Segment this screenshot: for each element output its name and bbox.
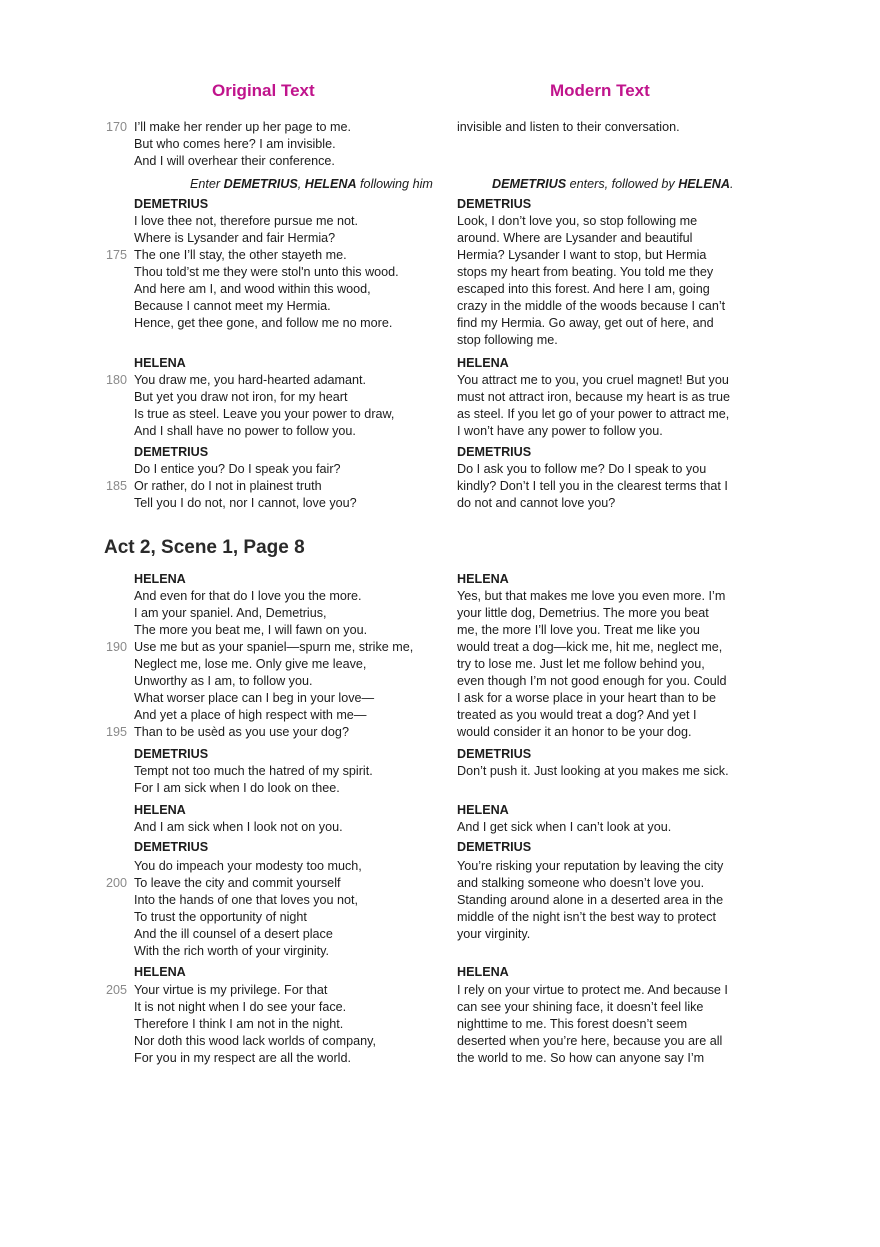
speaker-name: HELENA <box>457 803 509 817</box>
speaker-name: DEMETRIUS <box>134 747 209 761</box>
modern-line: try to lose me. Just let me follow behind you, <box>457 657 705 671</box>
modern-line: crazy in the middle of the woods because I can’t <box>457 299 726 313</box>
verse-line: Hence, get thee gone, and follow me no more. <box>134 316 393 330</box>
modern-line: as steel. If you let go of your power to attract me, <box>457 407 730 421</box>
modern-line: kindly? Don’t I tell you in the clearest terms that I <box>457 479 728 493</box>
verse-line: I’ll make her render up her page to me. <box>134 120 352 134</box>
modern-line: I rely on your virtue to protect me. And because I <box>457 983 728 997</box>
modern-line: I ask for a worse place in your heart than to be <box>457 691 717 705</box>
speaker-name: HELENA <box>457 356 509 370</box>
verse-line: Because I cannot meet my Hermia. <box>134 299 331 313</box>
speaker-name: HELENA <box>457 572 509 586</box>
modern-line: would treat a dog—kick me, hit me, neglect me, <box>457 640 723 654</box>
verse-line: And I will overhear their conference. <box>134 154 335 168</box>
verse-line: Is true as steel. Leave you your power to draw, <box>134 407 395 421</box>
speaker-name: HELENA <box>134 965 186 979</box>
verse-line: I love thee not, therefore pursue me not. <box>134 214 359 228</box>
modern-line: Look, I don’t love you, so stop following me <box>457 214 698 228</box>
verse-line: Nor doth this wood lack worlds of company, <box>134 1034 376 1048</box>
verse-line: With the rich worth of your virginity. <box>134 944 330 958</box>
speaker-name: HELENA <box>134 803 186 817</box>
verse-line: To trust the opportunity of night <box>134 910 307 924</box>
verse-line: Do I entice you? Do I speak you fair? <box>134 462 341 476</box>
modern-line: Standing around alone in a deserted area in the <box>457 893 724 907</box>
modern-line: find my Hermia. Go away, get out of here, and <box>457 316 714 330</box>
modern-line: Do I ask you to follow me? Do I speak to you <box>457 462 707 476</box>
verse-line: And yet a place of high respect with me— <box>134 708 367 722</box>
verse-line: For I am sick when I do look on thee. <box>134 781 340 795</box>
verse-line: And I shall have no power to follow you. <box>134 424 356 438</box>
verse-line: For you in my respect are all the world. <box>134 1051 351 1065</box>
verse-line: And even for that do I love you the more. <box>134 589 362 603</box>
verse-line: Into the hands of one that loves you not, <box>134 893 359 907</box>
stage-direction-modern: DEMETRIUS enters, followed by HELENA. <box>492 177 734 191</box>
modern-line: can see your shining face, it doesn’t feel like <box>457 1000 704 1014</box>
line-number: 205 <box>106 983 128 997</box>
modern-line: I won’t have any power to follow you. <box>457 424 663 438</box>
modern-line: Don’t push it. Just looking at you makes me sick. <box>457 764 729 778</box>
line-number: 190 <box>106 640 128 654</box>
line-number: 175 <box>106 248 128 262</box>
modern-line: middle of the night isn’t the best way to protect <box>457 910 717 924</box>
modern-line: deserted when you’re here, because you are all <box>457 1034 723 1048</box>
verse-line: I am your spaniel. And, Demetrius, <box>134 606 327 620</box>
line-number: 170 <box>106 120 128 134</box>
modern-line: me, the more I’ll love you. Treat me like you <box>457 623 700 637</box>
modern-line: escaped into this forest. And here I am, going <box>457 282 710 296</box>
modern-line: stops my heart from beating. You told me they <box>457 265 714 279</box>
verse-line: Or rather, do I not in plainest truth <box>134 479 322 493</box>
verse-line: It is not night when I do see your face. <box>134 1000 347 1014</box>
modern-line: treated as you would treat a dog? And yet I <box>457 708 697 722</box>
line-number: 180 <box>106 373 128 387</box>
modern-line: Hermia? Lysander I want to stop, but Hermia <box>457 248 707 262</box>
modern-text-heading: Modern Text <box>550 81 650 100</box>
verse-line: You do impeach your modesty too much, <box>134 859 362 873</box>
speaker-name: DEMETRIUS <box>134 840 209 854</box>
speaker-name: HELENA <box>134 572 186 586</box>
verse-line: Tell you I do not, nor I cannot, love you? <box>134 496 357 510</box>
modern-line: must not attract iron, because my heart is as true <box>457 390 730 404</box>
speaker-name: DEMETRIUS <box>457 840 532 854</box>
verse-line: And I am sick when I look not on you. <box>134 820 343 834</box>
modern-line: around. Where are Lysander and beautiful <box>457 231 693 245</box>
modern-line: invisible and listen to their conversation. <box>457 120 680 134</box>
verse-line: And the ill counsel of a desert place <box>134 927 333 941</box>
modern-line: do not and cannot love you? <box>457 496 616 510</box>
verse-line: Thou told’st me they were stol'n unto this wood. <box>134 265 399 279</box>
modern-line: You’re risking your reputation by leaving the city <box>457 859 724 873</box>
verse-line: What worser place can I beg in your love— <box>134 691 375 705</box>
speaker-name: HELENA <box>134 356 186 370</box>
modern-line: your virginity. <box>457 927 531 941</box>
modern-line: nighttime to me. This forest doesn’t seem <box>457 1017 688 1031</box>
speaker-name: DEMETRIUS <box>134 197 209 211</box>
stage-direction-original: Enter DEMETRIUS, HELENA following him <box>190 177 433 191</box>
modern-line: your little dog, Demetrius. The more you beat <box>457 606 709 620</box>
verse-line: But who comes here? I am invisible. <box>134 137 336 151</box>
line-number: 195 <box>106 725 128 739</box>
modern-line: the world to me. So how can anyone say I’m <box>457 1051 705 1065</box>
verse-line: To leave the city and commit yourself <box>134 876 341 890</box>
verse-line: The more you beat me, I will fawn on you. <box>134 623 368 637</box>
modern-line: You attract me to you, you cruel magnet! But you <box>457 373 729 387</box>
scene-title: Act 2, Scene 1, Page 8 <box>104 537 305 558</box>
verse-line: Tempt not too much the hatred of my spirit. <box>134 764 373 778</box>
verse-line: Use me but as your spaniel—spurn me, strike me, <box>134 640 414 654</box>
verse-line: But yet you draw not iron, for my heart <box>134 390 348 404</box>
verse-line: The one I’ll stay, the other stayeth me. <box>134 248 347 262</box>
modern-line: stop following me. <box>457 333 558 347</box>
modern-line: would consider it an honor to be your dog. <box>457 725 692 739</box>
verse-line: Than to be usèd as you use your dog? <box>134 725 349 739</box>
modern-line: Yes, but that makes me love you even more. I’m <box>457 589 726 603</box>
speaker-name: DEMETRIUS <box>457 747 532 761</box>
modern-line: even though I’m not good enough for you. Could <box>457 674 727 688</box>
line-number: 185 <box>106 479 128 493</box>
speaker-name: DEMETRIUS <box>457 445 532 459</box>
verse-line: Where is Lysander and fair Hermia? <box>134 231 336 245</box>
original-text-heading: Original Text <box>212 81 315 100</box>
verse-line: Neglect me, lose me. Only give me leave, <box>134 657 367 671</box>
line-number: 200 <box>106 876 128 890</box>
verse-line: Unworthy as I am, to follow you. <box>134 674 313 688</box>
verse-line: Your virtue is my privilege. For that <box>134 983 328 997</box>
modern-line: And I get sick when I can’t look at you. <box>457 820 672 834</box>
modern-line: and stalking someone who doesn’t love you. <box>457 876 705 890</box>
verse-line: Therefore I think I am not in the night. <box>134 1017 344 1031</box>
speaker-name: DEMETRIUS <box>457 197 532 211</box>
verse-line: You draw me, you hard-hearted adamant. <box>134 373 366 387</box>
speaker-name: HELENA <box>457 965 509 979</box>
verse-line: And here am I, and wood within this wood, <box>134 282 371 296</box>
speaker-name: DEMETRIUS <box>134 445 209 459</box>
